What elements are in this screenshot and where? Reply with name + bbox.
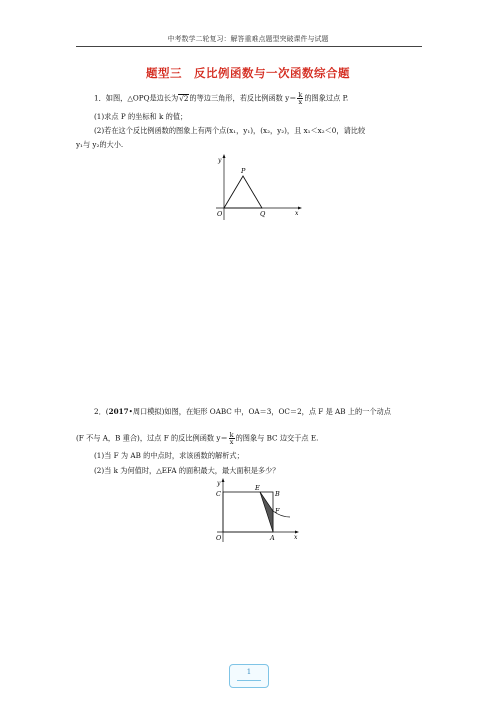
label-q: Q xyxy=(260,210,266,218)
triangle-efa xyxy=(260,492,273,532)
label-f: F xyxy=(275,507,280,515)
label-c: C xyxy=(216,490,221,498)
page-number: 1 xyxy=(246,668,252,676)
label-x-2: x xyxy=(294,534,298,541)
label-a: A xyxy=(270,534,275,542)
q2-source-text: •周口模拟)如图，在矩形 OABC 中，OA＝3，OC＝2，点 F 是 AB 上的一个动点 xyxy=(128,407,391,416)
q2-year: 2017 xyxy=(108,407,129,416)
q2-text-a: (F 不与 A，B 重合)，过点 F 的反比例函数 y＝ xyxy=(76,433,228,443)
q1-graph xyxy=(200,152,310,224)
fraction-denominator: x xyxy=(298,98,303,106)
q1-subquestion-2: (2)若在这个反比例函数的图象上有两个点(x₁，y₁)，(x₂，y₂)，且 x₁＜x₂＜0，请比较 xyxy=(94,126,366,135)
label-p: P xyxy=(241,167,246,175)
q2-graph xyxy=(205,476,310,544)
q1-subquestion-1: (1)求点 P 的坐标和 k 的值； xyxy=(94,112,188,121)
sqrt-2: √2 xyxy=(179,93,189,103)
label-x: x xyxy=(295,210,299,217)
page-number-badge xyxy=(229,664,269,688)
section-title: 题型三 反比例函数与一次函数综合题 xyxy=(146,66,350,80)
fraction-k-over-x xyxy=(297,92,303,105)
sqrt-value: 2 xyxy=(183,93,189,103)
label-o-2: O xyxy=(216,534,222,542)
fraction-denominator-2: x xyxy=(229,438,234,446)
fraction-numerator: k xyxy=(298,91,303,99)
q2-line-1 xyxy=(94,407,391,416)
q1-line-1 xyxy=(94,92,348,105)
label-y: y xyxy=(218,157,222,164)
label-b: B xyxy=(275,490,280,498)
q1-text-b: 的等边三角形，若反比例函数 y＝ xyxy=(189,93,297,103)
fraction-numerator-2: k xyxy=(229,431,234,439)
q1-text-c: 的图象过点 P. xyxy=(304,93,349,103)
y-axis-arrow xyxy=(223,154,226,158)
rectangle-oabc xyxy=(223,492,273,532)
q2-subquestion-2: (2)当 k 为何值时，△EFA 的面积最大，最大面积是多少？ xyxy=(94,466,280,475)
q2-number: 2．( xyxy=(94,407,109,416)
q1-text-a: 1．如图，△OPQ是边长为 xyxy=(94,93,179,103)
fraction-k-over-x-2 xyxy=(229,432,235,445)
q1-subquestion-2-cont: y₁与 y₂的大小. xyxy=(76,140,124,149)
label-y-2: y xyxy=(217,480,221,487)
y-axis-arrow-2 xyxy=(222,478,225,482)
label-o: O xyxy=(217,210,223,218)
label-e: E xyxy=(255,484,260,492)
q2-line-2 xyxy=(76,432,318,445)
header-divider xyxy=(76,46,422,47)
x-axis-arrow xyxy=(298,207,302,210)
triangle-opq xyxy=(224,176,262,208)
page-header: 中考数学二轮复习：解答重难点题型突破课件与试题 xyxy=(167,35,329,43)
q2-subquestion-1: (1)当 F 为 AB 的中点时，求该函数的解析式； xyxy=(94,451,244,460)
q2-text-b: 的图象与 BC 边交于点 E. xyxy=(235,433,319,443)
badge-divider xyxy=(237,680,261,681)
